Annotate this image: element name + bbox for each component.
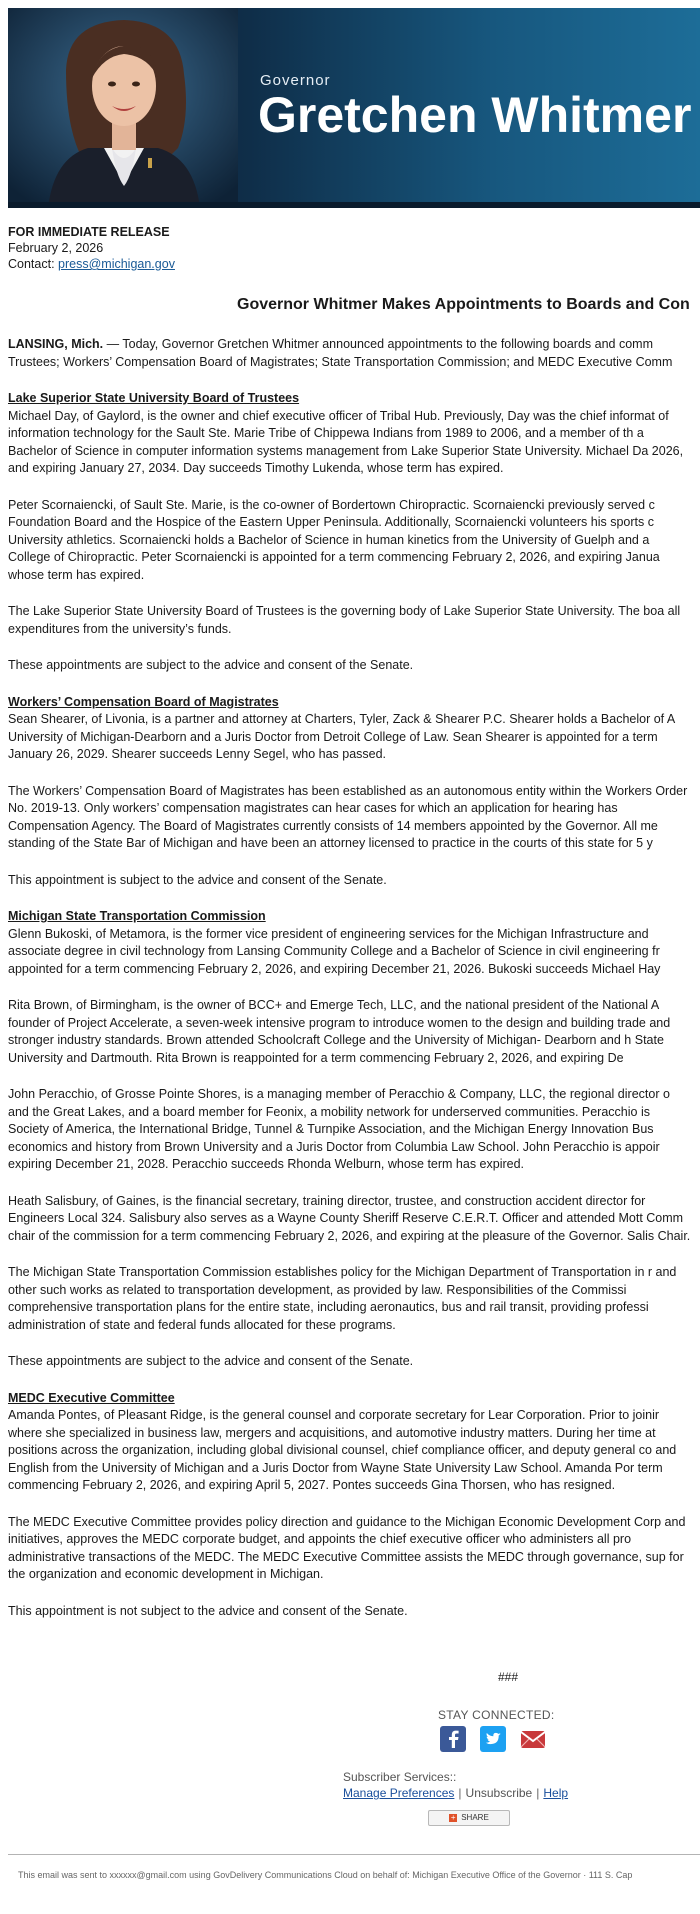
press-release-body (8, 224, 694, 1639)
intro-paragraph (8, 336, 694, 371)
section-transportation (8, 908, 694, 1371)
section-paragraph: John Peracchio, of Grosse Pointe Shores, is a managing member of Peracchio & Company, LLC, the regional director o and the Great Lakes, and a board member for Feonix, a mobility network for underserved communities. Peracchio is Society of America, the International Bridge, Tunnel & Turnpike Association, and the Michigan Energy Innovation Bus economics and history from Brown University and a Juris Doctor from Columbia Law School. John Peracchio is appoir expiring December 21, 2028. Peracchio succeeds Rhonda Welburn, whose term has expired. (8, 1087, 670, 1171)
section-paragraph: These appointments are subject to the advice and consent of the Senate. (8, 1354, 414, 1368)
sent-notice: This email was sent to xxxxxx@gmail.com using GovDelivery Communications Cloud on behalf of: Michigan Executive Office of the Governor · 111 S. Cap (18, 1870, 633, 1880)
release-headline: Governor Whitmer Makes Appointments to Boards and Con (237, 296, 690, 313)
link-separator: | (536, 1786, 540, 1800)
manage-preferences-link[interactable]: Manage Preferences (343, 1786, 455, 1800)
facebook-icon[interactable] (440, 1726, 466, 1752)
release-date: February 2, 2026 (8, 241, 104, 255)
unsubscribe-link[interactable]: Unsubscribe (465, 1786, 533, 1800)
banner-governor-name: Gretchen Whitmer (258, 87, 692, 143)
header-banner (8, 8, 700, 208)
section-paragraph: This appointment is subject to the advice and consent of the Senate. (8, 872, 387, 887)
section-paragraph: This appointment is not subject to the advice and consent of the Senate. (8, 1603, 408, 1618)
release-label: FOR IMMEDIATE RELEASE (8, 225, 170, 239)
section-paragraph: Heath Salisbury, of Gaines, is the financial secretary, training director, trustee, and construction accident director for Engineers Local 324. Salisbury also serves as a Wayne County Sheriff Reserve C.E.R.T. Officer and attended Mott Comm chair of the commission for a term commencing February 2, 2026, and expiring at the pleasure of the Governor. Salis Chair. (8, 1193, 691, 1243)
section-paragraph: The Michigan State Transportation Commission establishes policy for the Michigan Department of Transportation in r and other such works as related to transportation development, as provided by law. Responsibilities of the Commissi comprehensive transportation plans for the entire state, including aeronautics, bus and rail transit, providing professi administration of state and federal funds allocated for these programs. (8, 1265, 677, 1332)
contact-line (8, 256, 694, 272)
subscriber-services-label: Subscriber Services:: (343, 1770, 457, 1784)
section-paragraph: Glenn Bukoski, of Metamora, is the former vice president of engineering services for the Michigan Infrastructure and associate degree in civil technology from Lansing Community College and a Bachelor of Science in civil engineering fr appointed for a term commencing February 2, 2026, and expiring December 21, 2026. Bukoski succeeds Michael Hay (8, 926, 661, 976)
section-paragraph: The Lake Superior State University Board of Trustees is the governing body of Lake Superior State University. The boa all expenditures from the university’s funds. (8, 604, 681, 636)
section-lssu (8, 390, 694, 675)
section-paragraph: The MEDC Executive Committee provides policy direction and guidance to the Michigan Economic Development Corp and initiatives, approves the MEDC corporate budget, and appoints the chief executive officer who administers all pro administrative transactions of the MEDC. The MEDC Executive Committee assists the MEDC through governance, sup for the organization and economic development in Michigan. (8, 1514, 686, 1581)
share-button[interactable] (428, 1810, 510, 1826)
release-meta (8, 224, 694, 272)
section-title: Lake Superior State University Board of Trustees (8, 391, 300, 405)
section-title: Michigan State Transportation Commission (8, 909, 266, 923)
section-paragraph: Rita Brown, of Birmingham, is the owner of BCC+ and Emerge Tech, LLC, and the national president of the National A founder of Project Accelerate, a seven-week intensive program to introduce women to the design and building trade and stronger industry standards. Brown attended Schoolcraft College and the University of Michigan- Dearborn and h State University and Dartmouth. Rita Brown is reappointed for a term commencing February 2, 2026, and expiring De (8, 998, 671, 1065)
contact-email-link[interactable]: press@michigan.gov (58, 257, 175, 271)
section-paragraph: Sean Shearer, of Livonia, is a partner and attorney at Charters, Tyler, Zack & Shearer P.C. Shearer holds a Bachelor of A University of Michigan-Dearborn and a Juris Doctor from Detroit College of Law. Sean Shearer is appointed for a term January 26, 2029. Shearer succeeds Lenny Segel, who has passed. (8, 712, 675, 761)
governor-portrait (8, 8, 238, 208)
section-paragraph: Amanda Pontes, of Pleasant Ridge, is the general counsel and corporate secretary for Lear Corporation. Prior to joinir where she specialized in business law, mergers and acquisitions, and automotive industry matters. During her time at positions across the organization, including global divisional counsel, chief compliance officer, and deputy general co and English from the University of Michigan and a Juris Doctor from Wayne State University Law School. Amanda Por term commencing February 2, 2026, and expiring April 5, 2027. Pontes succeeds Gina Thorsen, who has resigned. (8, 1408, 677, 1492)
end-marker: ### (498, 1670, 519, 1684)
help-link[interactable]: Help (543, 1786, 569, 1800)
banner-bottom-stripe (8, 202, 700, 208)
subscriber-links (343, 1786, 568, 1800)
intro-text: — Today, Governor Gretchen Whitmer announced appointments to the following boards and comm Trustees; Workers’ Compensation Board of Magistrates; State Transportation Commission; and MEDC Executive Comm (8, 337, 673, 369)
section-title: Workers’ Compensation Board of Magistrates (8, 694, 279, 709)
link-separator: | (458, 1786, 462, 1800)
banner-subtitle: Governor (260, 72, 331, 89)
share-label: SHARE (461, 1813, 489, 1822)
section-paragraph: These appointments are subject to the advice and consent of the Senate. (8, 658, 414, 672)
section-medc (8, 1390, 694, 1621)
social-icons (440, 1726, 546, 1752)
section-paragraph: Michael Day, of Gaylord, is the owner and chief executive officer of Tribal Hub. Previously, Day was the chief informat of information technology for the Sault Ste. Marie Tribe of Chippewa Indians from 1989 to 2006, and a member of th a Bachelor of Science in computer information systems management from Lake Superior State University. Michael Da 2026, and expiring January 27, 2034. Day succeeds Timothy Lukenda, whose term has expired. (8, 408, 684, 475)
section-paragraph: The Workers’ Compensation Board of Magistrates has been established as an autonomous entity within the Workers Order No. 2019-13. Only workers’ compensation magistrates can hear cases for which an application for hearing has Compensation Agency. The Board of Magistrates currently consists of 14 members appointed by the Governor. All me standing of the State Bar of Michigan and have been an attorney licensed to practice in the courts of this state for 5 y (8, 783, 688, 850)
section-title: MEDC Executive Committee (8, 1390, 175, 1405)
dateline: LANSING, Mich. (8, 337, 104, 351)
stay-connected-label: STAY CONNECTED: (438, 1708, 555, 1722)
section-paragraph: Peter Scornaiencki, of Sault Ste. Marie, is the co-owner of Bordertown Chiropractic. Scornaiencki previously served c Foundation Board and the Hospice of the Eastern Upper Peninsula. Additionally, Scornaiencki volunteers his sports c University athletics. Scornaiencki holds a Bachelor of Science in human kinetics from the University of Guelph and a College of Chiropractic. Peter Scornaiencki is appointed for a term commencing February 2, 2026, and expiring Janua whose term has expired. (8, 497, 660, 582)
section-workers-comp (8, 694, 694, 890)
footer-divider (8, 1854, 700, 1855)
share-plus-icon: + (450, 1812, 456, 1822)
contact-label: Contact: (8, 257, 59, 271)
email-icon[interactable] (520, 1726, 546, 1752)
twitter-icon[interactable] (480, 1726, 506, 1752)
